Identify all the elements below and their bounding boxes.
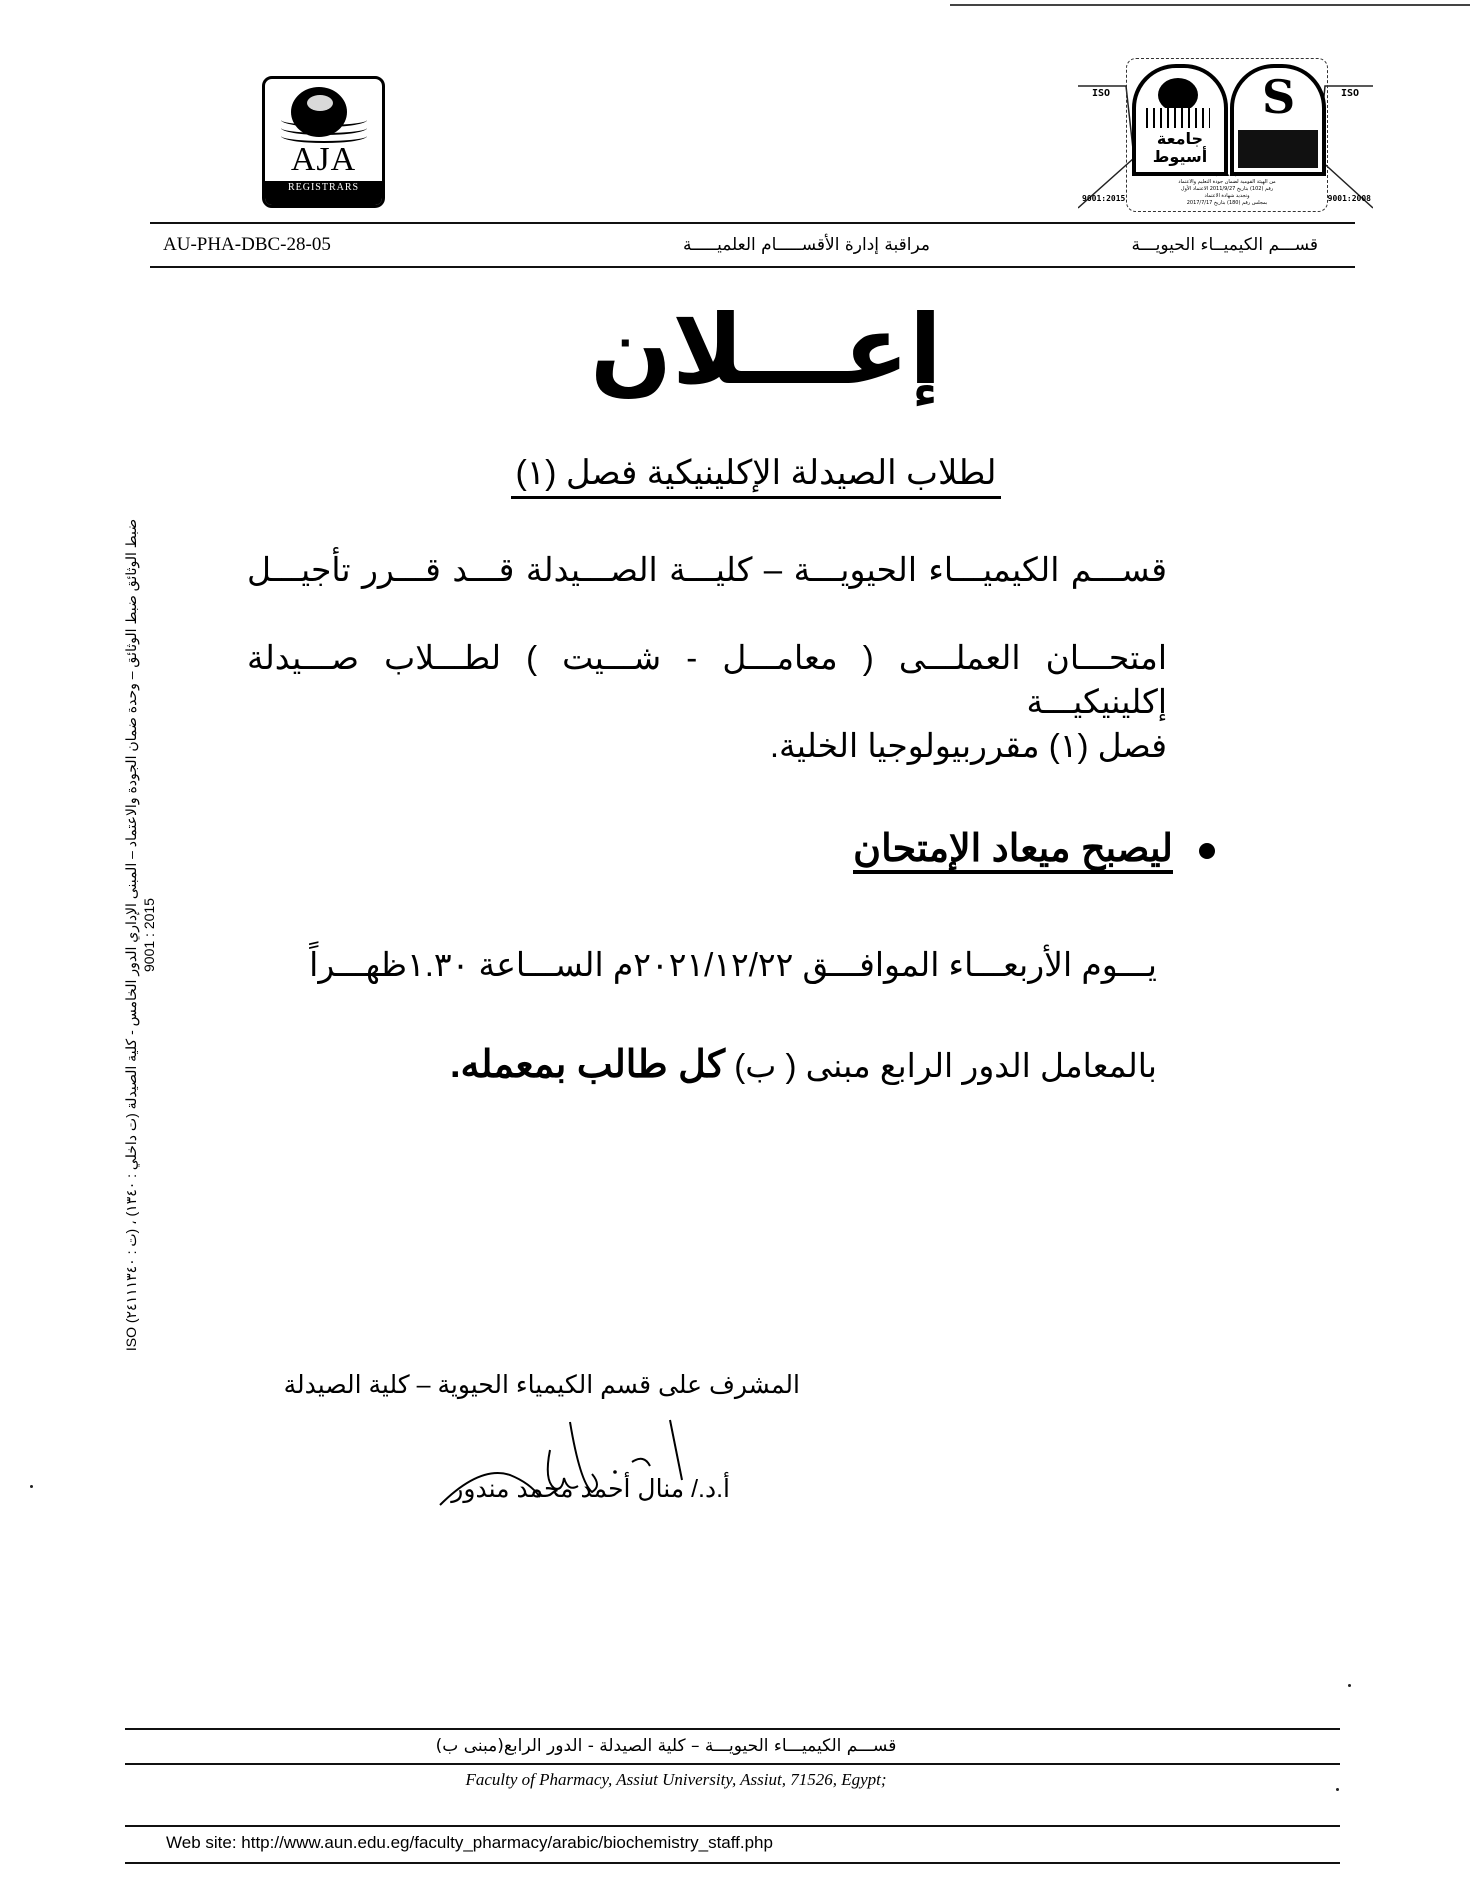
- footer-english-address: Faculty of Pharmacy, Assiut University, Assiut, 71526, Egypt;: [465, 1770, 887, 1789]
- skyline-silhouette: [1238, 130, 1318, 168]
- exam-schedule-heading-text: ليصبح ميعاد الإمتحان: [853, 828, 1173, 874]
- footer-website[interactable]: Web site: http://www.aun.edu.eg/faculty_pharmacy/arabic/biochemistry_staff.php: [166, 1833, 773, 1852]
- bowl-of-hygieia-icon: S: [1262, 70, 1296, 124]
- iso-std-right: 9001:2008: [1327, 194, 1371, 203]
- side-note-iso: 9001 : 2015: [141, 898, 157, 972]
- department-label: قســـم الكيميــاء الحيويـــة: [1131, 235, 1318, 255]
- footer-rule-1: [125, 1728, 1340, 1730]
- iso-label-left: ISO: [1092, 88, 1111, 99]
- scan-speck: [1348, 1684, 1351, 1687]
- scan-speck: [1336, 1788, 1339, 1791]
- announcement-subtitle: [0, 450, 1472, 499]
- iso-std-left: 9001:2015: [1082, 194, 1126, 203]
- scan-artifact-top: [950, 4, 1470, 6]
- exam-date-line: يـــوم الأربعـــاء الموافـــق ٢٠٢١/١٢/٢٢م الســـاعة ١.٣٠ظهـــراً: [309, 946, 1157, 983]
- signatory-name: أ.د./ منال أحمد محمد مندور: [451, 1475, 730, 1503]
- aja-band: REGISTRARS: [265, 181, 382, 205]
- announcement-title: إعـــلان: [590, 294, 942, 406]
- side-note-text: ضبط الوثائق ضبط الوثائق – وحدة ضمان الجودة والاعتماد – المبنى الإداري الدور الخامس - كلية الصيدلة (ت داخلي : ١٣٤٠) ، (ت : ٢٤١١١٣٤٠) ISO: [123, 518, 139, 1352]
- location-text: بالمعامل الدور الرابع مبنى ( ب): [725, 1047, 1157, 1084]
- footer-arabic-address: قســـم الكيميـــاء الحيويـــة – كلية الصيدلة - الدور الرابع(مبنى ب): [435, 1736, 897, 1756]
- university-arch: [1132, 64, 1228, 176]
- exam-location-line: [450, 1042, 1157, 1089]
- accreditation-caption: كلية معتمدة من الهيئة القومية لضمان جودة التعليم والاعتماد رقم (102) بتاريخ 2011/9/27 الاعتماد الأول وتجديد شهادة الاعتماد بمجلس رقم (180) بتاريخ 2017/7/17: [1178, 172, 1276, 206]
- scan-speck: [30, 1485, 33, 1488]
- bullet-icon: [1199, 843, 1215, 859]
- pharmacy-arch: [1230, 64, 1326, 176]
- document-control-side-note: [120, 430, 160, 1440]
- document-code: AU-PHA-DBC-28-05: [163, 234, 331, 255]
- university-name: جامعة أسيوط: [1152, 129, 1208, 166]
- assiut-university-logo: [1078, 58, 1373, 210]
- subtitle-text: لطلاب الصيدلة الإكلينيكية فصل (١): [511, 450, 1000, 499]
- iso-label-right: ISO: [1340, 88, 1359, 99]
- sun-rays: [1146, 108, 1210, 128]
- signature-title: المشرف على قسم الكيمياء الحيوية – كلية الصيدلة: [283, 1371, 800, 1399]
- paragraph-line-2: امتحـــان العملـــى ( معامـــل - شـــيت ) لطـــلاب صـــيدلة إكلينيكيـــة: [247, 639, 1167, 720]
- footer-rule-3: [125, 1825, 1340, 1827]
- exam-schedule-heading: [853, 822, 1215, 876]
- aja-letters: AJA: [290, 141, 357, 178]
- paragraph-line-3: فصل (١) مقرربيولوجيا الخلية.: [769, 727, 1167, 764]
- footer-rule-2: [125, 1763, 1340, 1765]
- footer-rule-4: [125, 1862, 1340, 1864]
- paragraph-line-1: قســـم الكيميـــاء الحيويـــة – كليـــة الصـــيدلة قـــد قـــرر تأجيـــل: [247, 551, 1167, 588]
- sun-icon: [1158, 78, 1198, 112]
- location-note-bold: كل طالب بمعمله.: [450, 1044, 726, 1086]
- header-rule-bottom: [150, 266, 1355, 268]
- aja-registrars-logo: [262, 76, 385, 208]
- control-unit-label: مراقبة إدارة الأقســـــام العلميـــــة: [683, 235, 930, 255]
- header-rule-top: [150, 222, 1355, 224]
